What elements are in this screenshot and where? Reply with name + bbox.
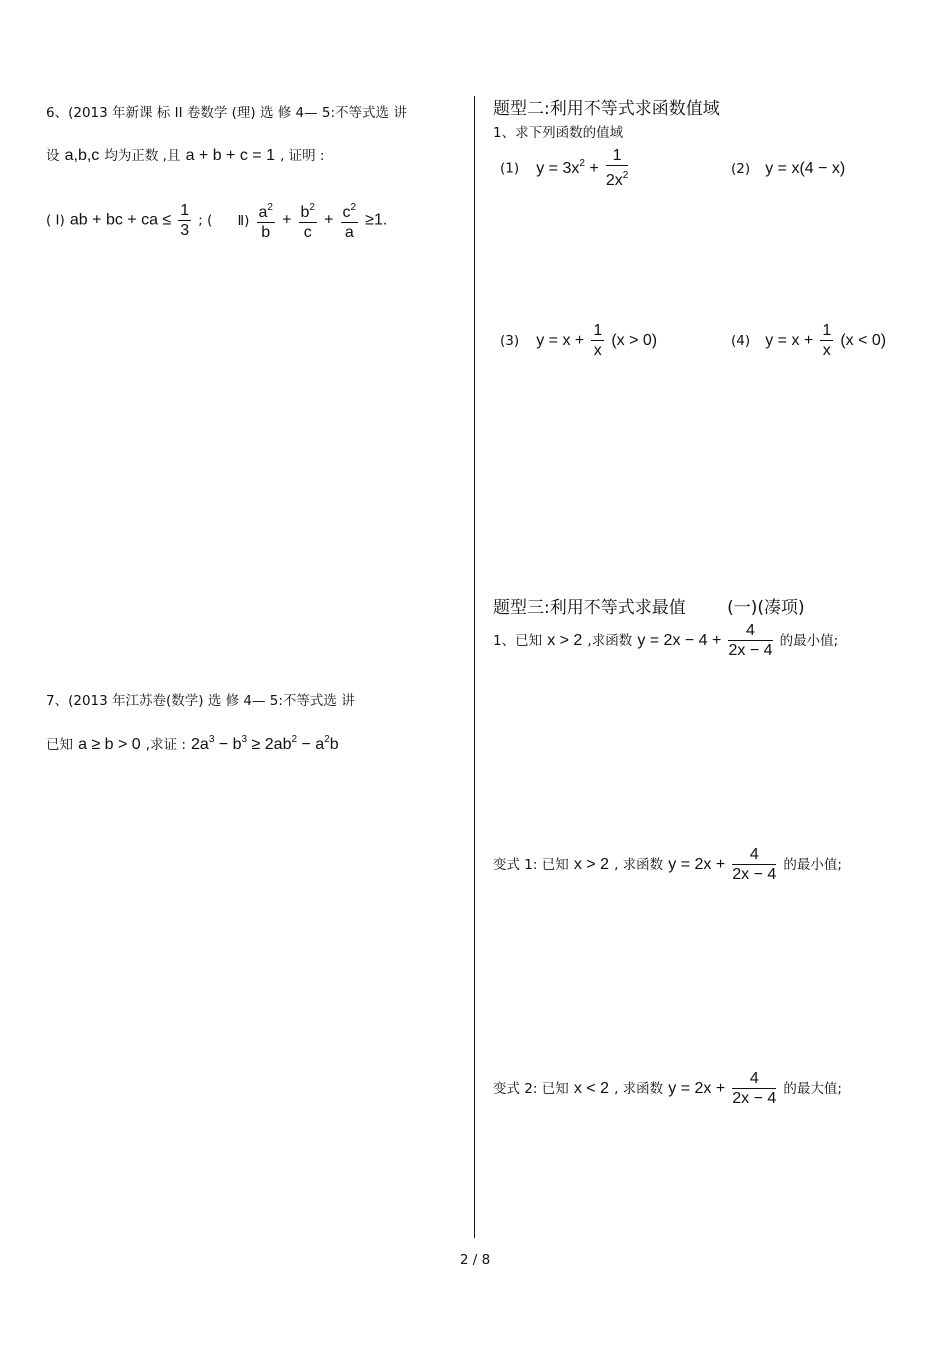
type3-v1-fraction (732, 845, 776, 884)
q6-given-prefix: 设 (46, 148, 60, 164)
q6-given (46, 144, 325, 165)
type2-q1: 1、求下列函数的值域 (493, 125, 624, 141)
type3-v2-fraction (732, 1069, 776, 1108)
q6-part2-frac2 (299, 198, 317, 242)
type3-q1-den: 2x − 4 (728, 642, 773, 659)
q6-part2-sup1: 2 (267, 202, 273, 213)
type2-item3 (500, 321, 657, 360)
type2-item2-expr: y = x(4 − x) (765, 160, 846, 177)
type3-q1-num: 4 (728, 621, 772, 641)
type3-q1-mid: ,求函数 (587, 633, 633, 649)
type3-v2-cond: x < 2 (573, 1080, 609, 1097)
q6-part2-frac3 (341, 198, 359, 242)
type3-v2-prefix: 变式 2: 已知 (493, 1081, 569, 1097)
type2-item3-num: 1 (593, 322, 603, 339)
q7-expr-c: ≥ 2ab (247, 736, 292, 753)
type3-q1-fraction (728, 621, 772, 660)
type2-title: 题型二:利用不等式求函数值域 (493, 99, 720, 119)
q6-part1-num: 1 (180, 201, 190, 219)
q7-cond: a ≥ b > 0 (78, 736, 141, 753)
q7-given (46, 733, 339, 754)
q6-given-mid: 均为正数 ,且 (104, 148, 181, 164)
type2-item4-label: (4) (731, 333, 751, 349)
q6-part2-sup2: 2 (309, 202, 315, 213)
type3-q1-cond: x > 2 (547, 632, 583, 649)
type3-v1-mid: , 求函数 (614, 857, 664, 873)
type3-q1-suffix: 的最小值; (779, 633, 839, 649)
q7-exp-a: 3 (208, 734, 215, 745)
type3-v1-suffix: 的最小值; (783, 857, 842, 873)
type2-item3-fraction (591, 321, 604, 360)
type2-item4-lhs: y = x + (765, 332, 814, 349)
type3-title (493, 593, 805, 618)
page-number: 2 / 8 (459, 1252, 491, 1268)
q6-given-suffix: , 证明 : (280, 148, 325, 164)
type2-item4-fraction (820, 321, 833, 360)
q7-expr-b: − b (214, 736, 242, 753)
type2-item1-den-sup: 2 (622, 170, 629, 181)
q6-part2-den3: a (344, 224, 354, 241)
q7-exp-c: 2 (291, 734, 298, 745)
type2-item2-label: (2) (731, 161, 751, 177)
type3-v2-num: 4 (732, 1069, 776, 1089)
q6-part2-num2: b (300, 204, 310, 221)
type2-item3-label: (3) (500, 333, 520, 349)
type3-v1-cond: x > 2 (573, 856, 609, 873)
type2-item1-sup: 2 (579, 157, 585, 169)
type2-item3-den: x (593, 342, 602, 359)
q7-expr-a: 2a (191, 736, 209, 753)
type2-item3-cond: (x > 0) (611, 332, 658, 349)
type2-item1-lhs-text: y = 3x (536, 159, 580, 177)
q6-part2-num1: a (258, 204, 268, 221)
type3-v2-lhs: y = 2x + (668, 1080, 726, 1097)
type3-v2-den: 2x − 4 (732, 1090, 777, 1107)
type3-v1-den: 2x − 4 (732, 866, 777, 883)
q6-given-eq: a + b + c = 1 (185, 147, 275, 164)
q7-header: 7、(2013 年江苏卷(数学) 选 修 4— 5:不等式选 讲 (46, 693, 355, 709)
q6-part1-label: ( Ⅰ) (46, 212, 65, 229)
type2-item1-fraction (606, 146, 628, 190)
type3-v1-num: 4 (732, 845, 776, 865)
type3-q1-prefix: 1、已知 (493, 633, 543, 649)
type3-v1-prefix: 变式 1: 已知 (493, 857, 569, 873)
type2-item4-cond: (x < 0) (840, 332, 887, 349)
type2-item1-label: (1) (500, 160, 520, 177)
type2-item1-den: 2x (605, 172, 623, 189)
type3-q1-lhs: y = 2x − 4 + (637, 632, 722, 649)
q6-parts (46, 198, 387, 242)
q6-part1-lhs: ab + bc + ca ≤ (69, 211, 172, 229)
type3-title-text: 题型三:利用不等式求最值 (493, 598, 686, 618)
q6-header: 6、(2013 年新课 标 II 卷数学 (理) 选 修 4— 5:不等式选 讲 (46, 105, 407, 121)
q7-expression (191, 736, 339, 753)
q7-exp-d: 2 (324, 734, 330, 745)
q6-part2-plus1: + (282, 211, 292, 229)
type2-item4-den: x (822, 342, 831, 359)
q6-part2-label: Ⅱ) (237, 212, 250, 229)
q7-given-prefix: 已知 (46, 737, 73, 753)
q7-exp-b: 3 (241, 734, 248, 745)
q6-part2-plus2: + (324, 211, 334, 229)
q6-part1-den: 3 (180, 221, 190, 239)
column-divider (474, 96, 475, 1238)
type3-q1 (493, 621, 838, 660)
type3-variant2 (493, 1069, 842, 1108)
type3-v2-suffix: 的最大值; (783, 1081, 842, 1097)
q6-part1-fraction (178, 201, 191, 240)
q6-given-vars: a,b,c (64, 147, 100, 164)
type3-v1-lhs: y = 2x + (668, 856, 726, 873)
type2-item1-plus: + (584, 159, 599, 177)
q6-part1-sep: ; ( (198, 212, 213, 229)
type2-item4 (731, 321, 886, 360)
type3-subtitle: (一)(凑项) (727, 598, 805, 618)
type2-item1-lhs (536, 157, 599, 177)
q7-prove-label: ,求证 : (145, 737, 186, 753)
type2-item2 (731, 158, 845, 178)
q7-expr-e: b (329, 736, 339, 753)
type2-item1 (500, 146, 630, 190)
q6-part2-frac1 (257, 198, 275, 242)
q6-part2-sup3: 2 (350, 202, 357, 213)
q6-part2-rhs: ≥1. (365, 211, 388, 229)
q7-expr-d: − a (297, 736, 325, 753)
type2-item4-num: 1 (822, 322, 832, 339)
type3-v2-mid: , 求函数 (614, 1081, 664, 1097)
q6-part2-num3: c (342, 204, 351, 221)
type2-item1-num: 1 (606, 146, 628, 166)
type2-item3-lhs: y = x + (536, 332, 585, 349)
type3-variant1 (493, 845, 842, 884)
q6-part2-den1: b (261, 224, 271, 241)
q6-part2-den2: c (303, 224, 312, 241)
